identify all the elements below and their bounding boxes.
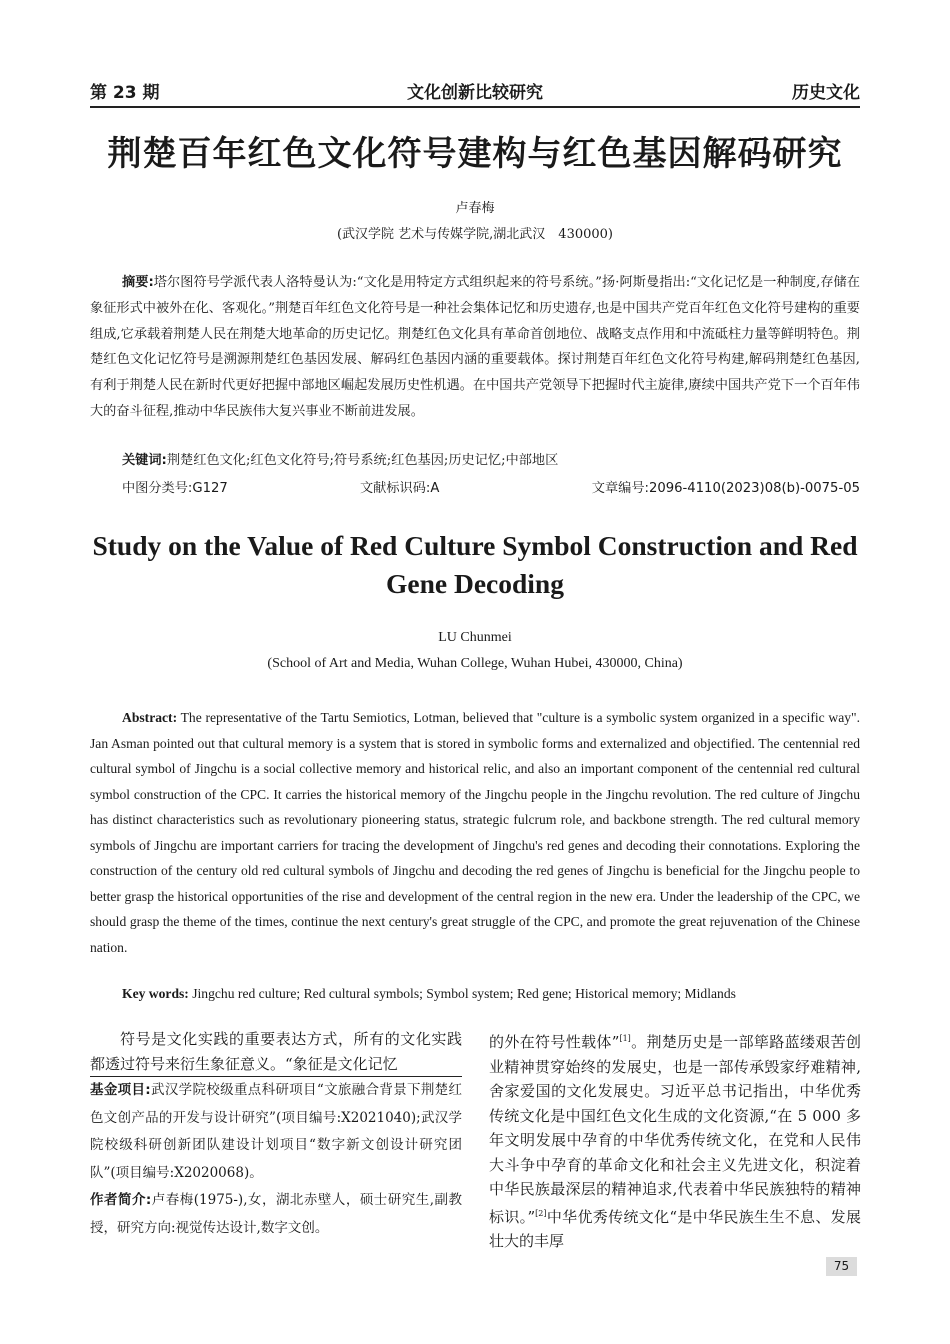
clc-number: 中图分类号:G127 — [122, 481, 228, 496]
header-divider — [90, 106, 860, 108]
bio-label: 作者简介: — [90, 1192, 152, 1208]
chinese-keywords-text: 荆楚红色文化;红色文化符号;符号系统;红色基因;历史记忆;中部地区 — [166, 453, 559, 468]
citation-ref-2: [2] — [535, 1208, 547, 1218]
journal-name: 文化创新比较研究 — [407, 83, 543, 103]
chinese-title: 荆楚百年红色文化符号建构与红色基因解码研究 — [107, 134, 843, 174]
citation-ref-1: [1] — [619, 1034, 631, 1043]
bio-text: 卢春梅(1975-),女，湖北赤壁人，硕士研究生,副教授，研究方向:视觉传达设计,数字文创。 — [90, 1192, 462, 1236]
english-abstract-label: Abstract: — [122, 710, 178, 725]
english-keywords-label: Key words: — [122, 986, 189, 1001]
body-paragraph — [489, 1027, 861, 1254]
english-abstract-text: The representative of the Tartu Semiotics, Lotman, believed that "culture is a symbolic system organized in a specific way". Jan Asman pointed out that cultural memory is a system that is stored in symbolic forms and externalized and objectified. The centennial red cultural symbol of Jingchu is a social collective memory and historical relic, and also an important component of the centennial red cultural symbol construction of the CPC. It carries the historical memory of the Jingchu people in the Jingchu revolution. The red culture of Jingchu has distinct characteristics such as revolutionary pioneering status, strategic fulcrum role, and backbone strength. The red cultural memory symbols of Jingchu are important carriers for tracing the development of Jingchu's red genes and decoding their connotations. Exploring the construction of the century old red cultural symbols of Jingchu and decoding the red genes of Jingchu is beneficial for the Jingchu people to better grasp the historical opportunities of the rise and development of the central region in the new era. Under the leadership of the CPC, we should grasp the theme of the times, continue the next century's great struggle of the CPC, and promote the great rejuvenation of the Chinese nation. — [90, 710, 860, 955]
article-number: 文章编号:2096-4110(2023)08(b)-0075-05 — [591, 481, 860, 496]
chinese-abstract — [90, 270, 860, 425]
fund-note — [90, 1077, 462, 1187]
fund-label: 基金项目: — [90, 1082, 151, 1098]
chinese-abstract-text: 塔尔图符号学派代表人洛特曼认为:“文化是用特定方式组织起来的符号系统。”扬·阿斯曼指出:“文化记忆是一种制度,存储在象征形式中被外在化、客观化。”荆楚百年红色文化符号是一种社会集体记忆和历史遗存,也是中国共产党百年红色文化符号建构的重要组成,它承载着荆楚人民在荆楚大地革命的历史记忆。荆楚红色文化具有革命首创地位、战略支点作用和中流砥柱力量等鲜明特色。荆楚红色文化记忆符号是溯源荆楚红色基因发展、解码红色基因内涵的重要载体。探讨荆楚百年红色文化符号构建,解码荆楚红色基因,有利于荆楚人民在新时代更好把握中部地区崛起发展历史性机遇。在中国共产党领导下把握时代主旋律,赓续中国共产党下一个百年伟大的奋斗征程,推动中华民族伟大复兴事业不断前进发展。 — [90, 275, 860, 419]
author-bio — [90, 1187, 462, 1242]
chinese-author: 卢春梅 — [455, 201, 495, 216]
classification-line — [122, 477, 860, 499]
document-code: 文献标识码:A — [360, 481, 440, 496]
chinese-keywords — [122, 450, 862, 472]
running-header — [90, 78, 860, 104]
body-right-column — [489, 1027, 861, 1254]
english-keywords-text: Jingchu red culture; Red cultural symbols; Symbol system; Red gene; Historical memory; Midlands — [192, 986, 736, 1001]
fund-text: 武汉学院校级重点科研项目“文旅融合背景下荆楚红色文创产品的开发与设计研究”(项目编号:X2021040);武汉学院校级科研创新团队建设计划项目“数字新文创设计研究团队”(项目编号:X2020068)。 — [90, 1082, 462, 1181]
chinese-keywords-label: 关键词: — [122, 453, 167, 468]
english-author: LU Chunmei — [438, 630, 512, 645]
english-keywords — [122, 986, 862, 1002]
body-text-b: 。荆楚历史是一部筚路蓝缕艰苦创业精神贯穿始终的发展史，也是一部传承毁家纾难精神,舍家爱国的文化发展史。习近平总书记指出，中华优秀传统文化是中国红色文化生成的文化资源,“在 5 000 多年文明发展中孕育的中华优秀传统文化，在党和人民伟大斗争中孕育的革命文化和社会主义先进文化，积淀着中华民族最深层的精神追求,代表着中华民族独特的精神标识。” — [489, 1033, 861, 1226]
body-left-column — [90, 1027, 462, 1242]
body-text-a: 的外在符号性载体” — [489, 1033, 620, 1051]
section-name: 历史文化 — [792, 83, 860, 103]
chinese-abstract-label: 摘要: — [122, 275, 154, 290]
page-number: 75 — [826, 1257, 857, 1276]
issue-number: 第 23 期 — [90, 83, 160, 103]
body-text-c: 中华优秀传统文化“是中华民族生生不息、发展壮大的丰厚 — [489, 1207, 862, 1250]
english-abstract — [90, 705, 860, 960]
english-affiliation: (School of Art and Media, Wuhan College, Wuhan Hubei, 430000, China) — [267, 656, 683, 671]
chinese-affiliation: (武汉学院 艺术与传媒学院,湖北武汉 430000) — [336, 227, 614, 242]
english-title: Study on the Value of Red Culture Symbol Construction and Red Gene Decoding — [92, 530, 858, 599]
body-paragraph: 符号是文化实践的重要表达方式，所有的文化实践都透过符号来衍生象征意义。“象征是文化记忆 — [90, 1030, 462, 1073]
